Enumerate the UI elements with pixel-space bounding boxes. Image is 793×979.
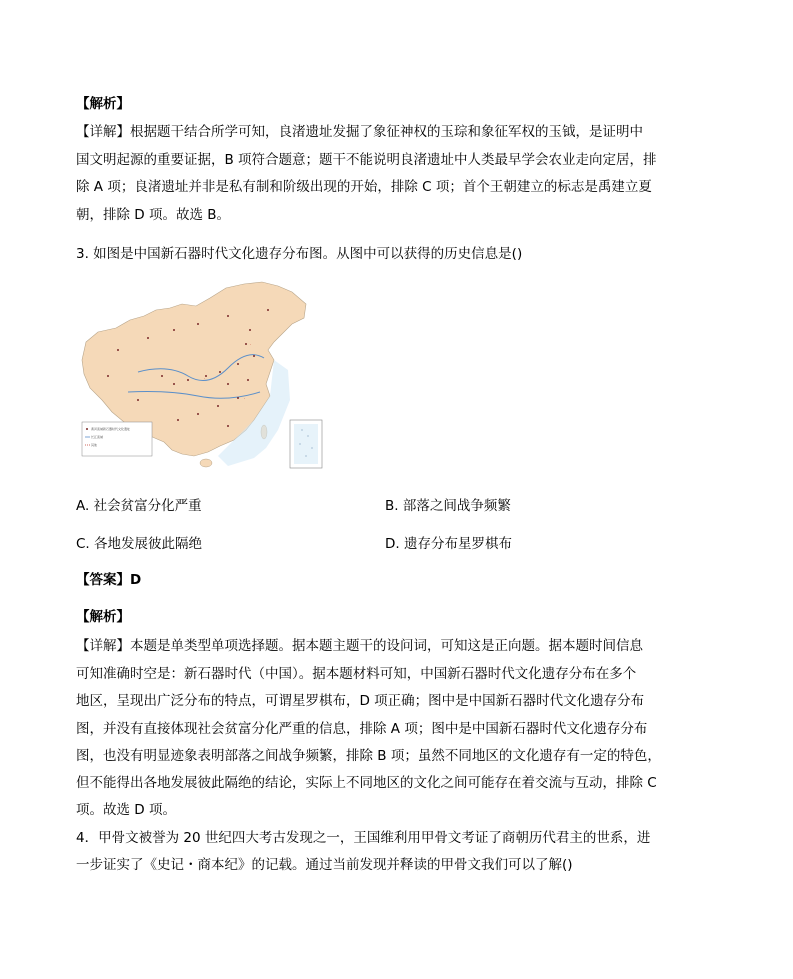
option-a: A. 社会贫富分化严重 xyxy=(76,498,202,514)
detail-line: 图，并没有直接体现社会贫富分化严重的信息，排除 A 项；图中是中国新石器时代文化遗存分布 xyxy=(76,721,648,737)
detail-line: 可知准确时空是：新石器时代（中国）。据本题材料可知，中国新石器时代文化遗存分布在多个 xyxy=(76,666,637,682)
question-4-stem: 一步证实了《史记・商本纪》的记载。通过当前发现并释读的甲骨文我们可以了解() xyxy=(76,857,573,873)
detail-line: 地区，呈现出广泛分布的特点，可谓星罗棋布，D 项正确；图中是中国新石器时代文化遗存分布 xyxy=(76,693,645,709)
option-d: D. 遗存分布星罗棋布 xyxy=(385,536,512,552)
map-legend xyxy=(82,422,152,456)
china-neolithic-map xyxy=(78,280,328,472)
svg-text:其他: 其他 xyxy=(91,443,98,447)
detail-line: 但不能得出各地发展彼此隔绝的结论，实际上不同地区的文化之间可能存在着交流与互动，排除 C xyxy=(76,775,657,791)
analysis-heading: 【解析】 xyxy=(76,609,130,625)
south-china-sea-inset xyxy=(290,420,322,468)
svg-text:·: · xyxy=(204,376,206,381)
svg-text:·: · xyxy=(244,396,246,401)
detail-line: 朝，排除 D 项。故选 B。 xyxy=(76,207,231,223)
svg-text:·: · xyxy=(250,342,252,347)
option-c: C. 各地发展彼此隔绝 xyxy=(76,536,203,552)
option-b: B. 部落之间战争频繁 xyxy=(385,498,511,514)
answer-line: 【答案】D xyxy=(76,572,142,588)
question-4-stem: 4．甲骨文被誉为 20 世纪四大考古发现之一，王国维利用甲骨文考证了商朝历代君主的世系，进 xyxy=(76,830,651,846)
detail-line: 除 A 项；良渚遗址并非是私有制和阶级出现的开始，排除 C 项；首个王朝建立的标志是禹建立夏 xyxy=(76,179,652,195)
detail-line: 【详解】本题是单类型单项选择题。据本题主题干的设问词，可知这是正向题。据本题时间信息 xyxy=(76,638,643,654)
detail-line: 图，也没有明显迹象表明部落之间战争频繁，排除 B 项；虽然不同地区的文化遗存有一定的特色， xyxy=(76,748,661,764)
analysis-heading: 【解析】 xyxy=(76,96,130,112)
svg-text:黄河流域新石器时代文化遗址: 黄河流域新石器时代文化遗址 xyxy=(91,427,131,431)
detail-line: 项。故选 D 项。 xyxy=(76,802,176,818)
question-3-stem: 3. 如图是中国新石器时代文化遗存分布图。从图中可以获得的历史信息是() xyxy=(76,246,523,262)
detail-line: 国文明起源的重要证据，B 项符合题意；题干不能说明良渚遗址中人类最早学会农业走向定居，排 xyxy=(76,152,657,168)
detail-line: 【详解】根据题干结合所学可知，良渚遗址发掘了象征神权的玉琮和象征军权的玉钺，是证明中 xyxy=(76,124,643,140)
svg-text:长江流域: 长江流域 xyxy=(91,435,104,439)
